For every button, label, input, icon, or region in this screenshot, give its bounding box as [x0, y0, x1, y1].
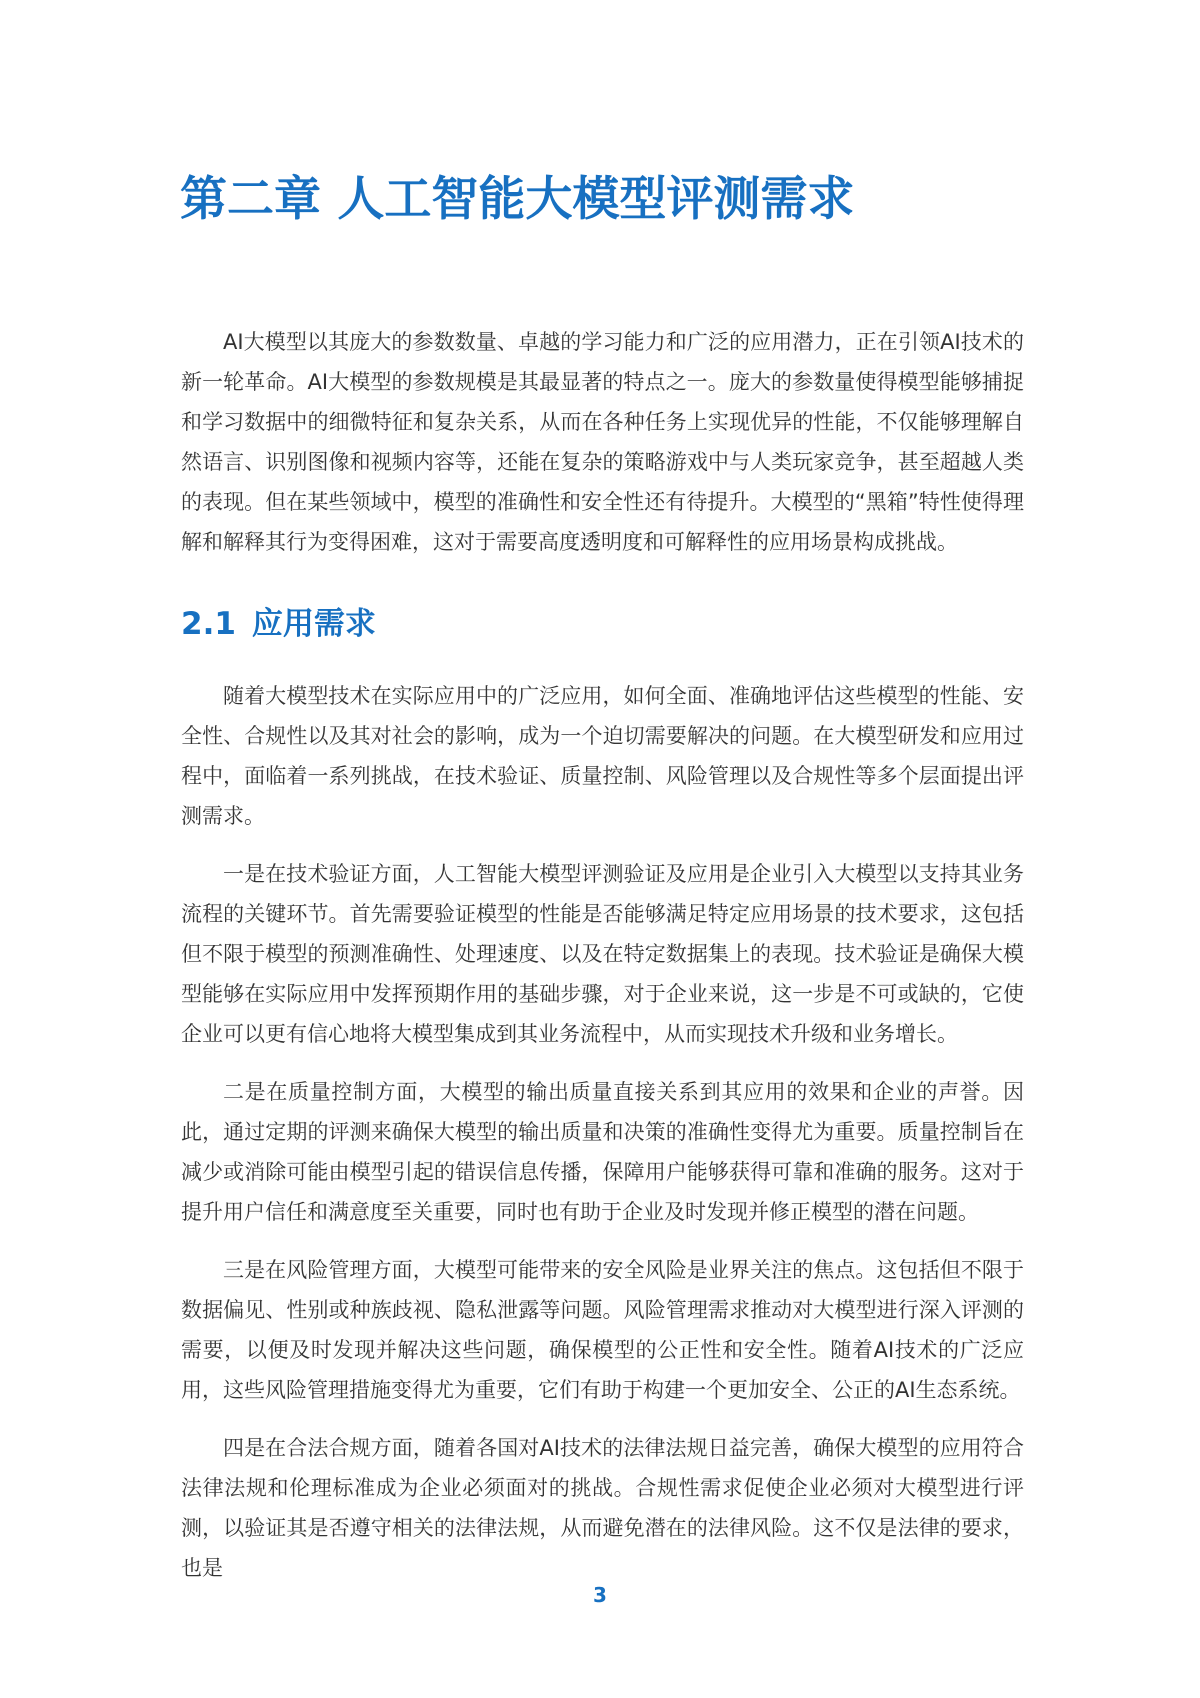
section-heading	[181, 598, 376, 643]
intro-block	[181, 322, 1024, 580]
section-paragraph-2: 一是在技术验证方面，人工智能大模型评测验证及应用是企业引入大模型以支持其业务流程的关键环节。首先需要验证模型的性能是否能够满足特定应用场景的技术要求，这包括但不限于模型的预测准确性、处理速度、以及在特定数据集上的表现。技术验证是确保大模型能够在实际应用中发挥预期作用的基础步骤，对于企业来说，这一步是不可或缺的，它使企业可以更有信心地将大模型集成到其业务流程中，从而实现技术升级和业务增长。	[181, 862, 1024, 1046]
section-body	[181, 676, 1024, 1606]
section-paragraph-5: 四是在合法合规方面，随着各国对AI技术的法律法规日益完善，确保大模型的应用符合法律法规和伦理标准成为企业必须面对的挑战。合规性需求促使企业必须对大模型进行评测，以验证其是否遵守相关的法律法规，从而避免潜在的法律风险。这不仅是法律的要求，也是	[181, 1436, 1024, 1580]
section-title: 应用需求	[251, 606, 376, 642]
section-paragraph-4: 三是在风险管理方面，大模型可能带来的安全风险是业界关注的焦点。这包括但不限于数据偏见、性别或种族歧视、隐私泄露等问题。风险管理需求推动对大模型进行深入评测的需要，以便及时发现并解决这些问题，确保模型的公正性和安全性。随着AI技术的广泛应用，这些风险管理措施变得尤为重要，它们有助于构建一个更加安全、公正的AI生态系统。	[181, 1258, 1024, 1402]
intro-paragraph: AI大模型以其庞大的参数数量、卓越的学习能力和广泛的应用潜力，正在引领AI技术的新一轮革命。AI大模型的参数规模是其最显著的特点之一。庞大的参数量使得模型能够捕捉和学习数据中的细微特征和复杂关系，从而在各种任务上实现优异的性能，不仅能够理解自然语言、识别图像和视频内容等，还能在复杂的策略游戏中与人类玩家竞争，甚至超越人类的表现。但在某些领域中，模型的准确性和安全性还有待提升。大模型的“黑箱”特性使得理解和解释其行为变得困难，这对于需要高度透明度和可解释性的应用场景构成挑战。	[181, 330, 1024, 554]
section-paragraph-1: 随着大模型技术在实际应用中的广泛应用，如何全面、准确地评估这些模型的性能、安全性、合规性以及其对社会的影响，成为一个迫切需要解决的问题。在大模型研发和应用过程中，面临着一系列挑战，在技术验证、质量控制、风险管理以及合规性等多个层面提出评测需求。	[181, 684, 1024, 828]
page-number: 3	[593, 1583, 607, 1607]
section-paragraph-3: 二是在质量控制方面，大模型的输出质量直接关系到其应用的效果和企业的声誉。因此，通过定期的评测来确保大模型的输出质量和决策的准确性变得尤为重要。质量控制旨在减少或消除可能由模型引起的错误信息传播，保障用户能够获得可靠和准确的服务。这对于提升用户信任和满意度至关重要，同时也有助于企业及时发现并修正模型的潜在问题。	[181, 1080, 1024, 1224]
chapter-title: 第二章 人工智能大模型评测需求	[180, 172, 855, 227]
section-number: 2.1	[181, 606, 236, 642]
